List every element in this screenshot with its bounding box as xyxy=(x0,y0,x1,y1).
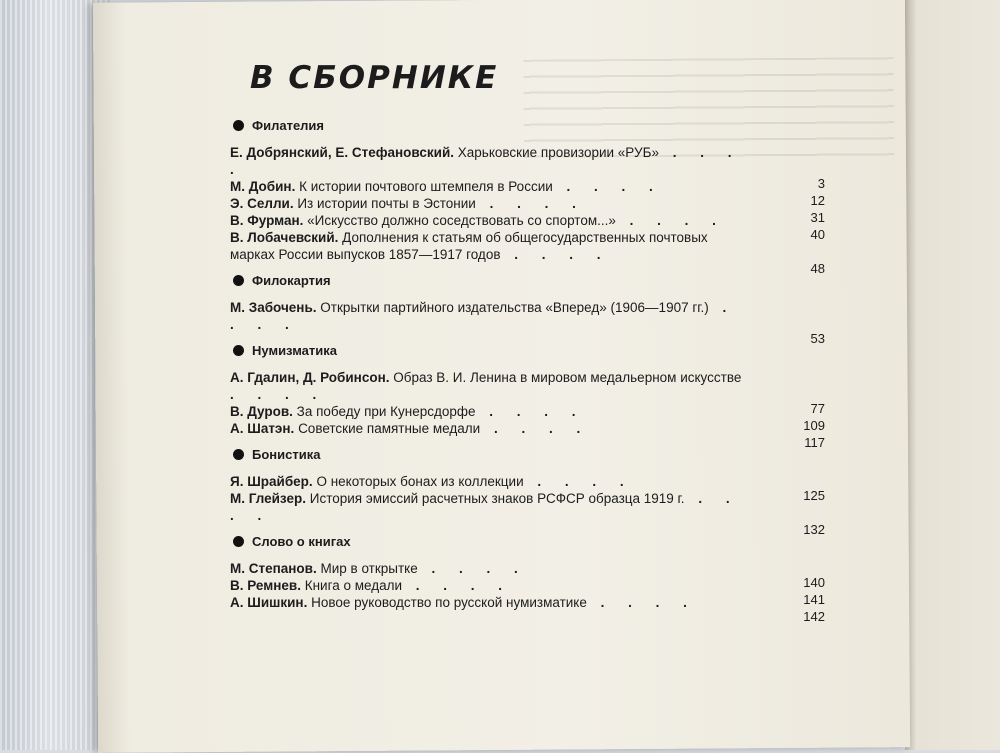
entry-page-number: 132 xyxy=(803,522,825,537)
entry-author: Е. Добрянский, Е. Стефановский. xyxy=(230,145,455,160)
entry-title: Из истории почты в Эстонии xyxy=(297,196,476,211)
toc-section xyxy=(155,443,825,537)
toc-entry xyxy=(230,299,825,346)
entry-title: Книга о медали xyxy=(304,578,403,593)
entry-page-number: 12 xyxy=(810,193,825,208)
entry-author: Э. Селли. xyxy=(230,196,294,211)
entry-title: Мир в открытке xyxy=(320,561,418,576)
entry-author: В. Дуров. xyxy=(230,404,293,419)
toc-section xyxy=(155,114,825,276)
toc-entry xyxy=(230,420,825,450)
section-heading xyxy=(233,269,825,291)
leader-dots: . . . . xyxy=(417,561,528,576)
bullet-icon xyxy=(233,345,244,356)
entry-page-number: 53 xyxy=(810,331,825,346)
entry-title: Харьковские провизории «РУБ» xyxy=(457,145,659,160)
entry-title: За победу при Кунерсдорфе xyxy=(296,404,476,419)
section-heading xyxy=(233,443,825,465)
section-heading-text: Бонистика xyxy=(252,446,321,462)
entry-title: Образ В. И. Ленина в мировом медальерном искусстве xyxy=(393,370,742,385)
leader-dots: . . . . xyxy=(480,421,591,436)
toc-sections xyxy=(155,114,825,624)
entry-page-number: 141 xyxy=(803,592,825,607)
entry-author: А. Шишкин. xyxy=(230,595,308,610)
leader-dots: . . . . xyxy=(475,404,586,419)
bullet-icon xyxy=(233,536,244,547)
entry-page-number: 77 xyxy=(810,401,825,416)
leader-dots: . . . . xyxy=(523,474,634,489)
entry-page-number: 40 xyxy=(810,227,825,242)
entry-title: Дополнения к статьям об общегосударственных почтовых марках России выпусков 1857—1917 годов xyxy=(230,230,708,262)
entry-title: Открытки партийного издательства «Вперед» (1906—1907 гг.) xyxy=(320,300,709,315)
leader-dots: . . . . xyxy=(500,247,611,262)
entry-title: К истории почтового штемпеля в России xyxy=(299,179,553,194)
bullet-icon xyxy=(233,275,244,286)
entry-author: М. Добин. xyxy=(230,179,296,194)
toc-section xyxy=(155,269,825,346)
section-heading xyxy=(233,339,825,361)
toc-entry xyxy=(230,490,825,537)
section-heading-text: Филокартия xyxy=(252,272,331,288)
entry-page-number: 125 xyxy=(803,488,825,503)
entry-page-number: 109 xyxy=(803,418,825,433)
entry-author: М. Забочень. xyxy=(230,300,317,315)
leader-dots: . . . . xyxy=(475,196,586,211)
entry-author: В. Лобачевский. xyxy=(230,230,339,245)
entry-page-number: 3 xyxy=(817,176,825,191)
entry-title: «Искусство должно соседствовать со спортом...» xyxy=(307,213,616,228)
section-heading xyxy=(233,530,825,552)
entry-author: А. Шатэн. xyxy=(230,421,295,436)
entry-author: В. Ремнев. xyxy=(230,578,301,593)
leader-dots: . . . . xyxy=(230,300,737,332)
adjacent-page-edge xyxy=(905,0,1000,750)
entry-title: О некоторых бонах из коллекции xyxy=(316,474,524,489)
leader-dots: . . . . xyxy=(230,145,742,177)
toc-entry xyxy=(230,229,825,276)
entry-page-number: 117 xyxy=(804,435,825,450)
entry-author: А. Гдалин, Д. Робинсон. xyxy=(230,370,390,385)
leader-dots: . . . . xyxy=(230,491,740,523)
leader-dots: . . . . xyxy=(230,387,327,402)
entry-page-number: 48 xyxy=(810,261,825,276)
section-heading xyxy=(233,114,825,136)
toc-section xyxy=(155,530,825,624)
entry-title: Новое руководство по русской нумизматике xyxy=(311,595,587,610)
entry-page-number: 140 xyxy=(803,575,825,590)
section-heading-text: Филателия xyxy=(252,117,325,133)
section-heading-text: Нумизматика xyxy=(252,342,337,358)
entry-title: Советские памятные медали xyxy=(298,421,481,436)
entry-author: М. Глейзер. xyxy=(230,491,306,506)
page-title: В СБОРНИКЕ xyxy=(250,60,499,96)
entry-author: Я. Шрайбер. xyxy=(230,474,313,489)
bullet-icon xyxy=(233,449,244,460)
leader-dots: . . . . xyxy=(615,213,726,228)
leader-dots: . . . . xyxy=(586,595,697,610)
bullet-icon xyxy=(233,120,244,131)
leader-dots: . . . . xyxy=(402,578,513,593)
section-heading-text: Слово о книгах xyxy=(252,533,351,549)
leader-dots: . . . . xyxy=(552,179,663,194)
entry-title: История эмиссий расчетных знаков РСФСР образца 1919 г. xyxy=(309,491,685,506)
toc-entry xyxy=(230,594,825,624)
entry-page-number: 31 xyxy=(810,210,825,225)
toc-section xyxy=(155,339,825,450)
entry-author: В. Фурман. xyxy=(230,213,304,228)
table-of-contents xyxy=(155,58,825,624)
entry-page-number: 142 xyxy=(803,609,825,624)
entry-author: М. Степанов. xyxy=(230,561,317,576)
